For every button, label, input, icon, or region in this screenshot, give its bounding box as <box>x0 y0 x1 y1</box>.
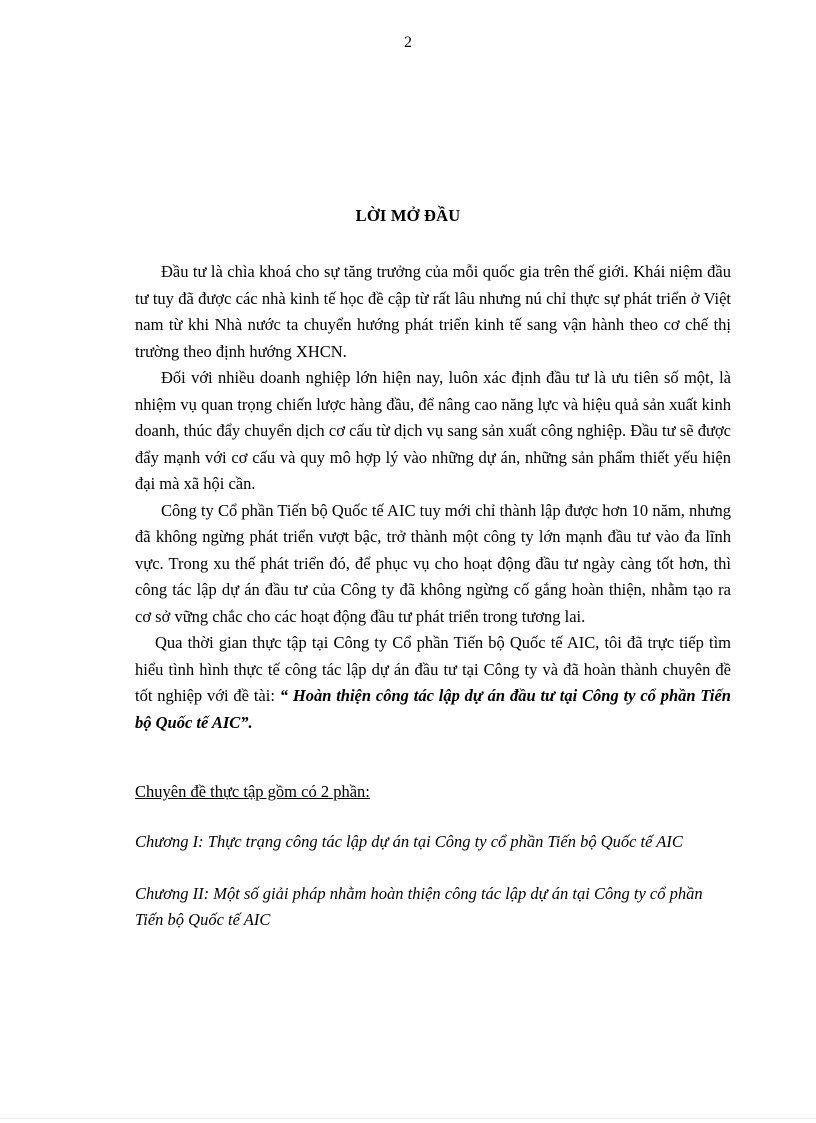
chapter-1: Chương I: Thực trạng công tác lập dự án tại Công ty cổ phần Tiến bộ Quốc tế AIC <box>135 832 683 851</box>
page-bottom-edge <box>0 1118 816 1119</box>
intro-body <box>135 259 731 736</box>
paragraph-4 <box>135 630 731 736</box>
paragraph-4-text: Qua thời gian thực tập tại Công ty Cổ phần Tiến bộ Quốc tế AIC, tôi đã trực tiếp tìm hiểu tình hình thực tế công tác lập dự án đầu tư tại Công ty và đã hoàn thành chuyên đề tốt nghiệp với đề tài: <box>135 633 731 705</box>
thesis-topic: “ Hoàn thiện công tác lập dự án đầu tư tại Công ty cổ phần Tiến bộ Quốc tế AIC”. <box>135 686 731 732</box>
page-number: 2 <box>404 34 412 51</box>
paragraph-1: Đầu tư là chìa khoá cho sự tăng trưởng của mỗi quốc gia trên thế giới. Khái niệm đầu tư tuy đã được các nhà kinh tế học đề cập từ rất lâu nhưng nú chỉ thực sự phát triển ở Việt nam từ khi Nhà nước ta chuyển hướng phát triển kinh tế sang vận hành theo cơ chế thị trường theo định hướng XHCN. <box>135 262 731 361</box>
paragraph-3: Công ty Cổ phần Tiến bộ Quốc tế AIC tuy mới chỉ thành lập được hơn 10 năm, nhưng đã không ngừng phát triển vượt bậc, trở thành một công ty lớn mạnh đầu tư vào đa lĩnh vực. Trong xu thế phát triển đó, để phục vụ cho hoạt động đầu tư ngày càng tốt hơn, thì công tác lập dự án đầu tư của Công ty đã không ngừng cố gắng hoàn thiện, nhằm tạo ra cơ sở vững chắc cho các hoạt động đầu tư phát triển trong tương lai. <box>135 500 731 626</box>
page-title: LỜI MỞ ĐẦU <box>355 206 461 225</box>
chapter-2: Chương II: Một số giải pháp nhằm hoàn thiện công tác lập dự án tại Công ty cổ phần Tiến bộ Quốc tế AIC <box>135 884 703 929</box>
paragraph-2: Đối với nhiều doanh nghiệp lớn hiện nay, luôn xác định đầu tư là ưu tiên số một, là nhiệm vụ quan trọng chiến lược hàng đầu, để nâng cao năng lực và hiệu quả sản xuất kinh doanh, thúc đẩy chuyển dịch cơ cấu từ dịch vụ sang sản xuất công nghiệp. Đầu tư sẽ được đẩy mạnh với cơ cấu và quy mô hợp lý vào những dự án, những sản phẩm thiết yếu hiện đại mà xã hội cần. <box>135 368 731 493</box>
sections-heading: Chuyên đề thực tập gồm có 2 phần: <box>135 782 370 801</box>
